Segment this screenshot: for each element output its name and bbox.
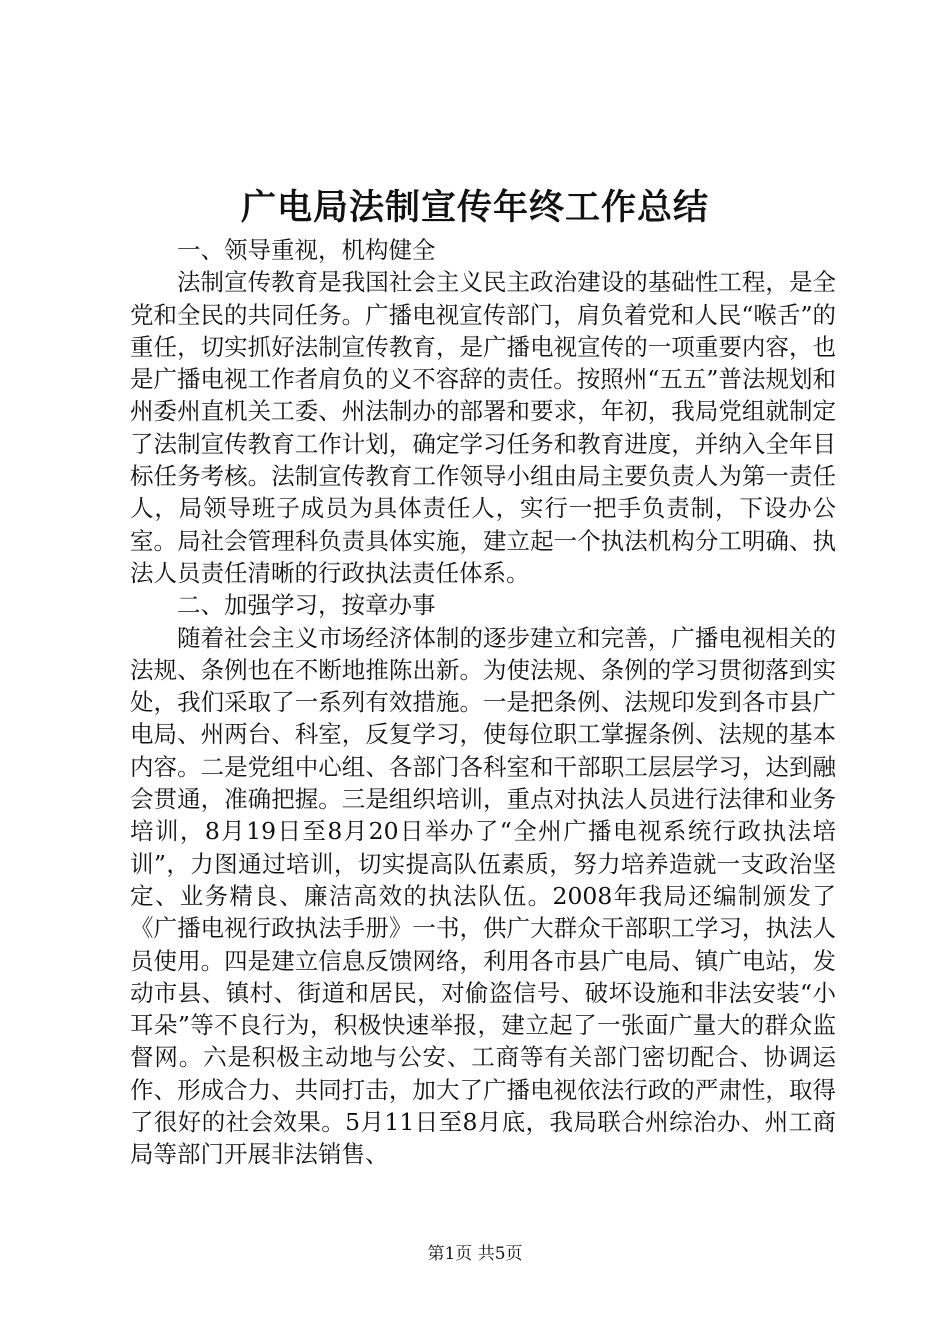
document-body [130,234,836,1171]
section-heading-1: 一、领导重视，机构健全 [177,236,436,264]
page-number-footer: 第1页 共5页 [427,1244,523,1264]
section-2-paragraph: 随着社会主义市场经济体制的逐步建立和完善，广播电视相关的法规、条例也在不断地推陈出新。为使法规、条例的学习贯彻落到实处，我们采取了一系列有效措施。一是把条例、法规印发到各市县广电局、州两台、科室，反复学习，使每位职工掌握条例、法规的基本内容。二是党组中心组、各部门各科室和干部职工层层学习，达到融会贯通，准确把握。三是组织培训，重点对执法人员进行法律和业务培训，8月19日至8月20日举办了“全州广播电视系统行政执法培训”，力图通过培训，切实提高队伍素质，努力培养造就一支政治坚定、业务精良、廉洁高效的执法队伍。2008年我局还编制颁发了《广播电视行政执法手册》一书，供广大群众干部职工学习，执法人员使用。四是建立信息反馈网络，利用各市县广电局、镇广电站，发动市县、镇村、街道和居民，对偷盗信号、破坏设施和非法安装“小耳朵”等不良行为，积极快速举报，建立起了一张面广量大的群众监督网。六是积极主动地与公安、工商等有关部门密切配合、协调运作、形成合力、共同打击，加大了广播电视依法行政的严肃性，取得了很好的社会效果。5月11日至8月底，我局联合州综治办、州工商局等部门开展非法销售、 [130,623,836,1169]
document-title: 广电局法制宣传年终工作总结 [240,187,709,228]
section-1-paragraph: 法制宣传教育是我国社会主义民主政治建设的基础性工程，是全党和全民的共同任务。广播电视宣传部门，肩负着党和人民“喉舌”的重任，切实抓好法制宣传教育，是广播电视宣传的一项重要内容，也是广播电视工作者肩负的义不容辞的责任。按照州“五五”普法规划和州委州直机关工委、州法制办的部署和要求，年初，我局党组就制定了法制宣传教育工作计划，确定学习任务和教育进度，并纳入全年目标任务考核。法制宣传教育工作领导小组由局主要负责人为第一责任人，局领导班子成员为具体责任人，实行一把手负责制，下设办公室。局社会管理科负责具体实施，建立起一个执法机构分工明确、执法人员责任清晰的行政执法责任体系。 [130,268,836,587]
section-heading-2: 二、加强学习，按章办事 [177,591,436,620]
